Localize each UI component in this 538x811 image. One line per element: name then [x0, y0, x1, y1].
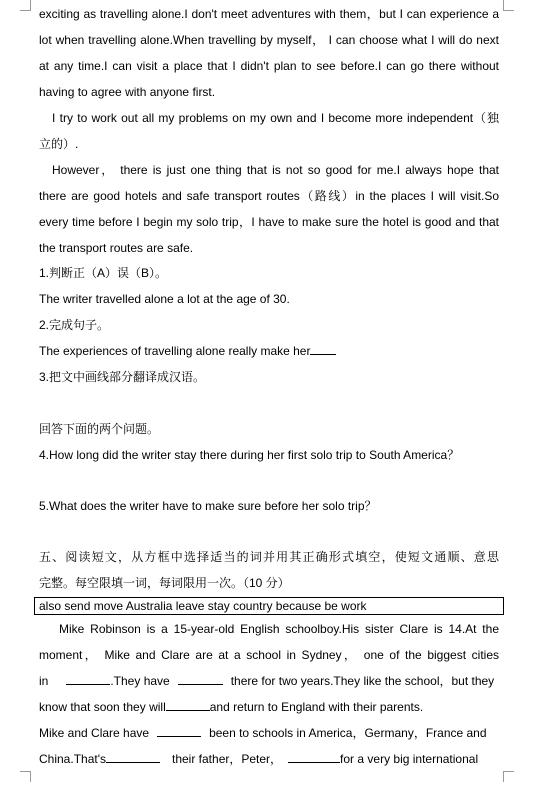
question-2-text: The experiences of travelling alone really make her	[39, 344, 311, 358]
question-5: 5.What does the writer have to make sure before her solo trip？	[39, 499, 377, 513]
text-fragment: there for two years.They like the school，but they	[230, 674, 495, 688]
passage-line-with-blank	[39, 725, 499, 741]
passage-line: every time before I begin my solo trip，I have to make sure the hotel is good and that	[39, 215, 499, 229]
question-1-title: 1.判断正（A）误（B）。	[39, 266, 168, 280]
text-fragment: and return to England with their parents.	[209, 700, 424, 714]
answer-questions-heading: 回答下面的两个问题。	[39, 422, 160, 436]
text-fragment: in	[39, 674, 49, 688]
passage-line: lot when travelling alone.When travelling by myself， I can choose what I will do next	[39, 33, 499, 47]
question-4: 4.How long did the writer stay there during her first solo trip to South America？	[39, 448, 460, 462]
passage-line-with-blank	[39, 673, 499, 689]
page-corner-mark	[20, 0, 31, 11]
passage-line: 立的）.	[39, 137, 79, 151]
passage-line: Mike Robinson is a 15-year-old English schoolboy.His sister Clare is 14.At the	[59, 622, 499, 636]
answer-blank[interactable]	[106, 751, 160, 763]
text-fragment: .They have	[110, 674, 170, 688]
passage-line: the transport routes are safe.	[39, 241, 194, 255]
question-3-title: 3.把文中画线部分翻译成汉语。	[39, 370, 206, 384]
passage-line-with-blank	[39, 751, 499, 767]
passage-line: I try to work out all my problems on my own and I become more independent（独	[52, 111, 499, 125]
passage-line: there are good hotels and safe transport routes（路线）in the places I will visit.So	[39, 189, 499, 203]
passage-line: moment， Mike and Clare are at a school in Sydney， one of the biggest cities	[39, 648, 499, 662]
text-fragment: been to schools in America，Germany，France and	[209, 726, 487, 740]
answer-blank[interactable]	[66, 673, 110, 685]
question-1-statement: The writer travelled alone a lot at the age of 30.	[39, 292, 290, 306]
answer-blank[interactable]	[166, 699, 210, 711]
question-2-sentence	[39, 343, 499, 359]
text-fragment: for a very big international	[340, 752, 479, 766]
answer-blank[interactable]	[310, 343, 336, 355]
page-corner-mark	[503, 0, 514, 11]
answer-blank[interactable]	[288, 751, 340, 763]
page-corner-mark	[20, 771, 31, 782]
passage-line: exciting as travelling alone.I don't meet adventures with them，but I can experience a	[39, 7, 499, 21]
text-fragment: know that soon they will	[39, 700, 166, 714]
page-corner-mark	[503, 771, 514, 782]
answer-blank[interactable]	[178, 673, 223, 685]
passage-line: having to agree with anyone first.	[39, 85, 216, 99]
passage-line: at any time.I can visit a place that I didn't plan to see before.I can go there without	[39, 59, 499, 73]
question-2-title: 2.完成句子。	[39, 318, 110, 332]
passage-line: However， there is just one thing that is not so good for me.I always hope that	[52, 163, 499, 177]
text-fragment: China.That's	[39, 752, 106, 766]
text-fragment: their father，Peter，	[172, 752, 283, 766]
passage-line-with-blank	[39, 699, 499, 715]
answer-blank[interactable]	[157, 725, 201, 737]
text-fragment: Mike and Clare have	[39, 726, 150, 740]
word-bank-box: also send move Australia leave stay country because be work	[34, 597, 504, 615]
section-5-heading-cont: 完整。每空限填一词，每词限用一次。（10 分）	[39, 576, 290, 590]
section-5-heading: 五、阅读短文，从方框中选择适当的词并用其正确形式填空，使短文通顺、意思	[39, 550, 499, 564]
